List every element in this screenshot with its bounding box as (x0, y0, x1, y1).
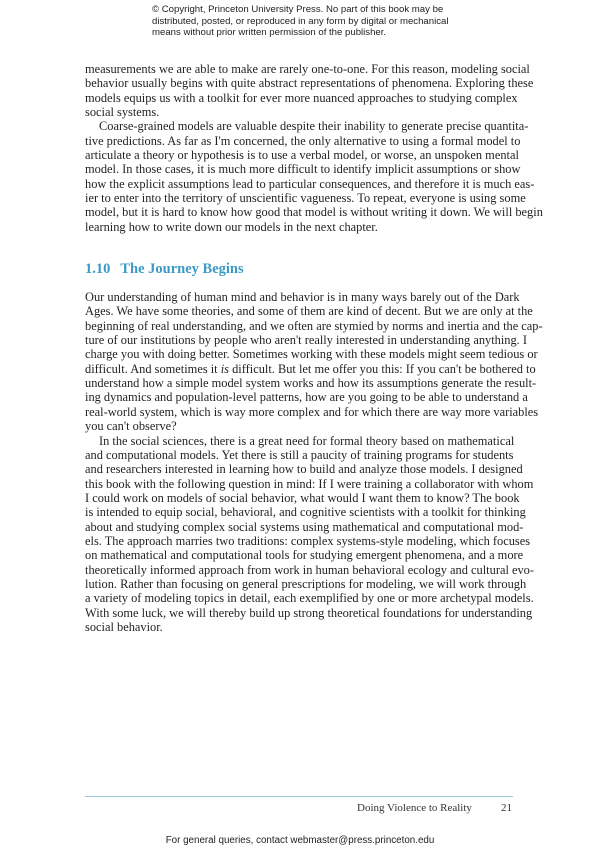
paragraph-4 (85, 433, 534, 635)
copyright-notice (152, 4, 449, 39)
paragraph-3 (85, 290, 543, 434)
italic-emphasis: is (220, 361, 229, 376)
text-line: about and studying complex social systems using mathematical and computational mod- (85, 519, 524, 534)
text-line: articulate a theory or hypothesis is to use a verbal model, or worse, an unspoken mental (85, 148, 519, 163)
text-line: models equips us with a toolkit for ever more nuanced approaches to studying complex (85, 90, 518, 105)
text-line: model, but it is hard to know how good that model is without writing it down. We will begin (85, 205, 543, 220)
text-line: this book with the following question in mind: If I were training a collaborator with whom (85, 476, 534, 491)
text-line: is intended to equip social, behavioral, and cognitive scientists with a toolkit for thinking (85, 505, 526, 520)
text-line: theoretically informed approach from work in human behavioral ecology and cultural evo- (85, 562, 534, 577)
contact-line: For general queries, contact webmaster@press.princeton.edu (165, 835, 435, 846)
text-line: social behavior. (85, 619, 163, 634)
text-line (85, 361, 536, 376)
text-line: how the explicit assumptions lead to particular consequences, and therefore it is much eas- (85, 176, 535, 191)
text-line: With some luck, we will thereby build up strong theoretical foundations for understanding (85, 605, 533, 620)
text-line: understand how a simple model system works and how its assumptions generate the result- (85, 376, 537, 391)
text-line: charge you with doing better. Sometimes working with these models might seem tedious or (85, 347, 538, 362)
notice-line: © Copyright, Princeton University Press. No part of this book may be (152, 4, 444, 15)
text-line: model. In those cases, it is much more difficult to identify implicit assumptions or show (85, 162, 521, 177)
text-line: beginning of real understanding, and we often are stymied by norms and inertia and the cap- (85, 318, 543, 333)
running-title: Doing Violence to Reality (357, 802, 472, 814)
text-line: on mathematical and computational tools for studying emergent phenomena, and a more (85, 548, 524, 563)
text-line: In the social sciences, there is a great need for formal theory based on mathematical (99, 433, 515, 448)
text-line: ture of our institutions by people who aren't really interested in understanding anything. I (85, 333, 527, 348)
text-line: lution. Rather than focusing on general prescriptions for modeling, we will work through (85, 576, 527, 591)
footer-rule (85, 796, 513, 797)
text-line: tive predictions. As far as I'm concerned, the only alternative to using a formal model to (85, 133, 521, 148)
paragraph-2 (85, 119, 543, 234)
notice-line: distributed, posted, or reproduced in any form by digital or mechanical (152, 15, 449, 27)
text-line: social systems. (85, 105, 160, 120)
text-line: els. The approach marries two traditions: complex systems-style modeling, which focuses (85, 533, 531, 548)
text-segment: difficult. But let me offer you this: If you can't be bothered to (228, 361, 536, 376)
text-line: behavior usually begins with quite abstract representations of phenomena. Exploring these (85, 76, 534, 91)
paragraph-1 (85, 62, 534, 120)
section-heading (85, 261, 244, 278)
text-line: I could work on models of social behavior, what would I want them to know? The book (85, 490, 520, 505)
section-title: The Journey Begins (120, 261, 244, 277)
text-segment: difficult. And sometimes it (85, 361, 221, 376)
text-line: measurements we are able to make are rarely one-to-one. For this reason, modeling social (85, 62, 530, 76)
text-line: Coarse-grained models are valuable despite their inability to generate precise quantita- (99, 119, 529, 134)
text-line: Our understanding of human mind and behavior is in many ways barely out of the Dark (85, 290, 520, 304)
text-line: learning how to write down our models in the next chapter. (85, 219, 378, 234)
page-number: 21 (501, 802, 512, 814)
text-line: you can't observe? (85, 419, 177, 434)
text-line: Ages. We have some theories, and some of them are kind of decent. But we are only at the (85, 304, 533, 319)
section-number: 1.10 (85, 261, 111, 277)
text-line: and computational models. Yet there is still a paucity of training programs for students (85, 447, 514, 462)
text-line: ier to enter into the territory of unscientific vagueness. To repeat, everyone is using some (85, 191, 526, 206)
text-line: real-world system, which is way more complex and for which there are way more variables (85, 404, 539, 419)
text-line: a variety of modeling topics in detail, each exemplified by one or more archetypal models. (85, 591, 534, 606)
text-line: and researchers interested in learning how to build and analyze those models. I designed (85, 462, 523, 477)
text-line: ing dynamics and population-level patterns, how are you going to be able to understand a (85, 390, 528, 405)
notice-line: means without prior written permission of the publisher. (152, 27, 387, 39)
